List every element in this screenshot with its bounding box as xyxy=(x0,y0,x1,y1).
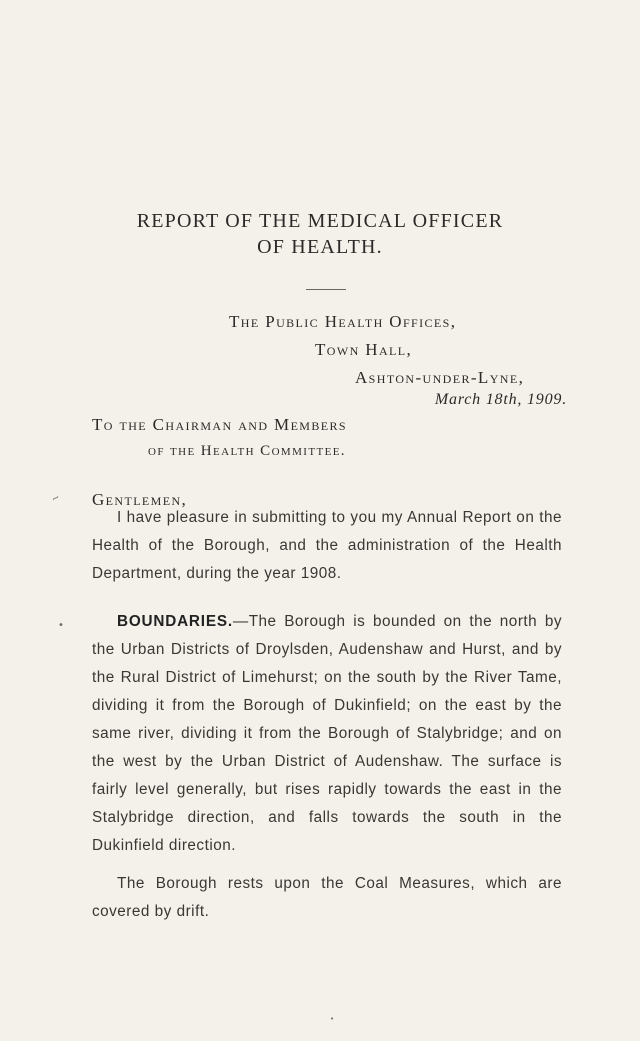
geology-paragraph: The Borough rests upon the Coal Measures, which are covered by drift. xyxy=(92,875,562,920)
salutation: Gentlemen, xyxy=(92,490,188,509)
address-line-town: Ashton-under-Lyne, xyxy=(355,368,525,387)
report-subtitle: OF HEALTH. xyxy=(257,236,383,258)
report-date: March 18th, 1909. xyxy=(434,391,567,408)
margin-mark: ~ xyxy=(49,491,63,506)
margin-dot: • xyxy=(58,620,64,631)
recipient-line-2: of the Health Committee. xyxy=(148,443,346,459)
boundaries-text: —The Borough is bounded on the north by the Urban Districts of Droylsden, Audenshaw and Hurst, and by the Rural District of Limehurst; on the south by the River Tame, dividing it from the Borough of Dukinfield; on the east by the same river, dividing it from the Borough of Stalybridge; and on the west by the Urban District of Audenshaw. The surface is fairly level generally, but rises rapidly towards the east in the Stalybridge direction, and falls towards the south in the Dukinfield direction. xyxy=(92,613,562,854)
title-divider xyxy=(306,289,346,290)
intro-paragraph: I have pleasure in submitting to you my Annual Report on the Health of the Borough, and the administration of the Health Department, during the year 1908. xyxy=(92,509,562,582)
address-line-offices: The Public Health Offices, xyxy=(229,312,457,331)
boundaries-paragraph xyxy=(92,608,562,860)
recipient-line-1: To the Chairman and Members xyxy=(92,415,347,434)
report-title: REPORT OF THE MEDICAL OFFICER xyxy=(136,210,504,232)
address-line-town-hall: Town Hall, xyxy=(315,340,413,359)
footer-dot: • xyxy=(330,1015,335,1023)
boundaries-heading: BOUNDARIES. xyxy=(117,613,233,630)
